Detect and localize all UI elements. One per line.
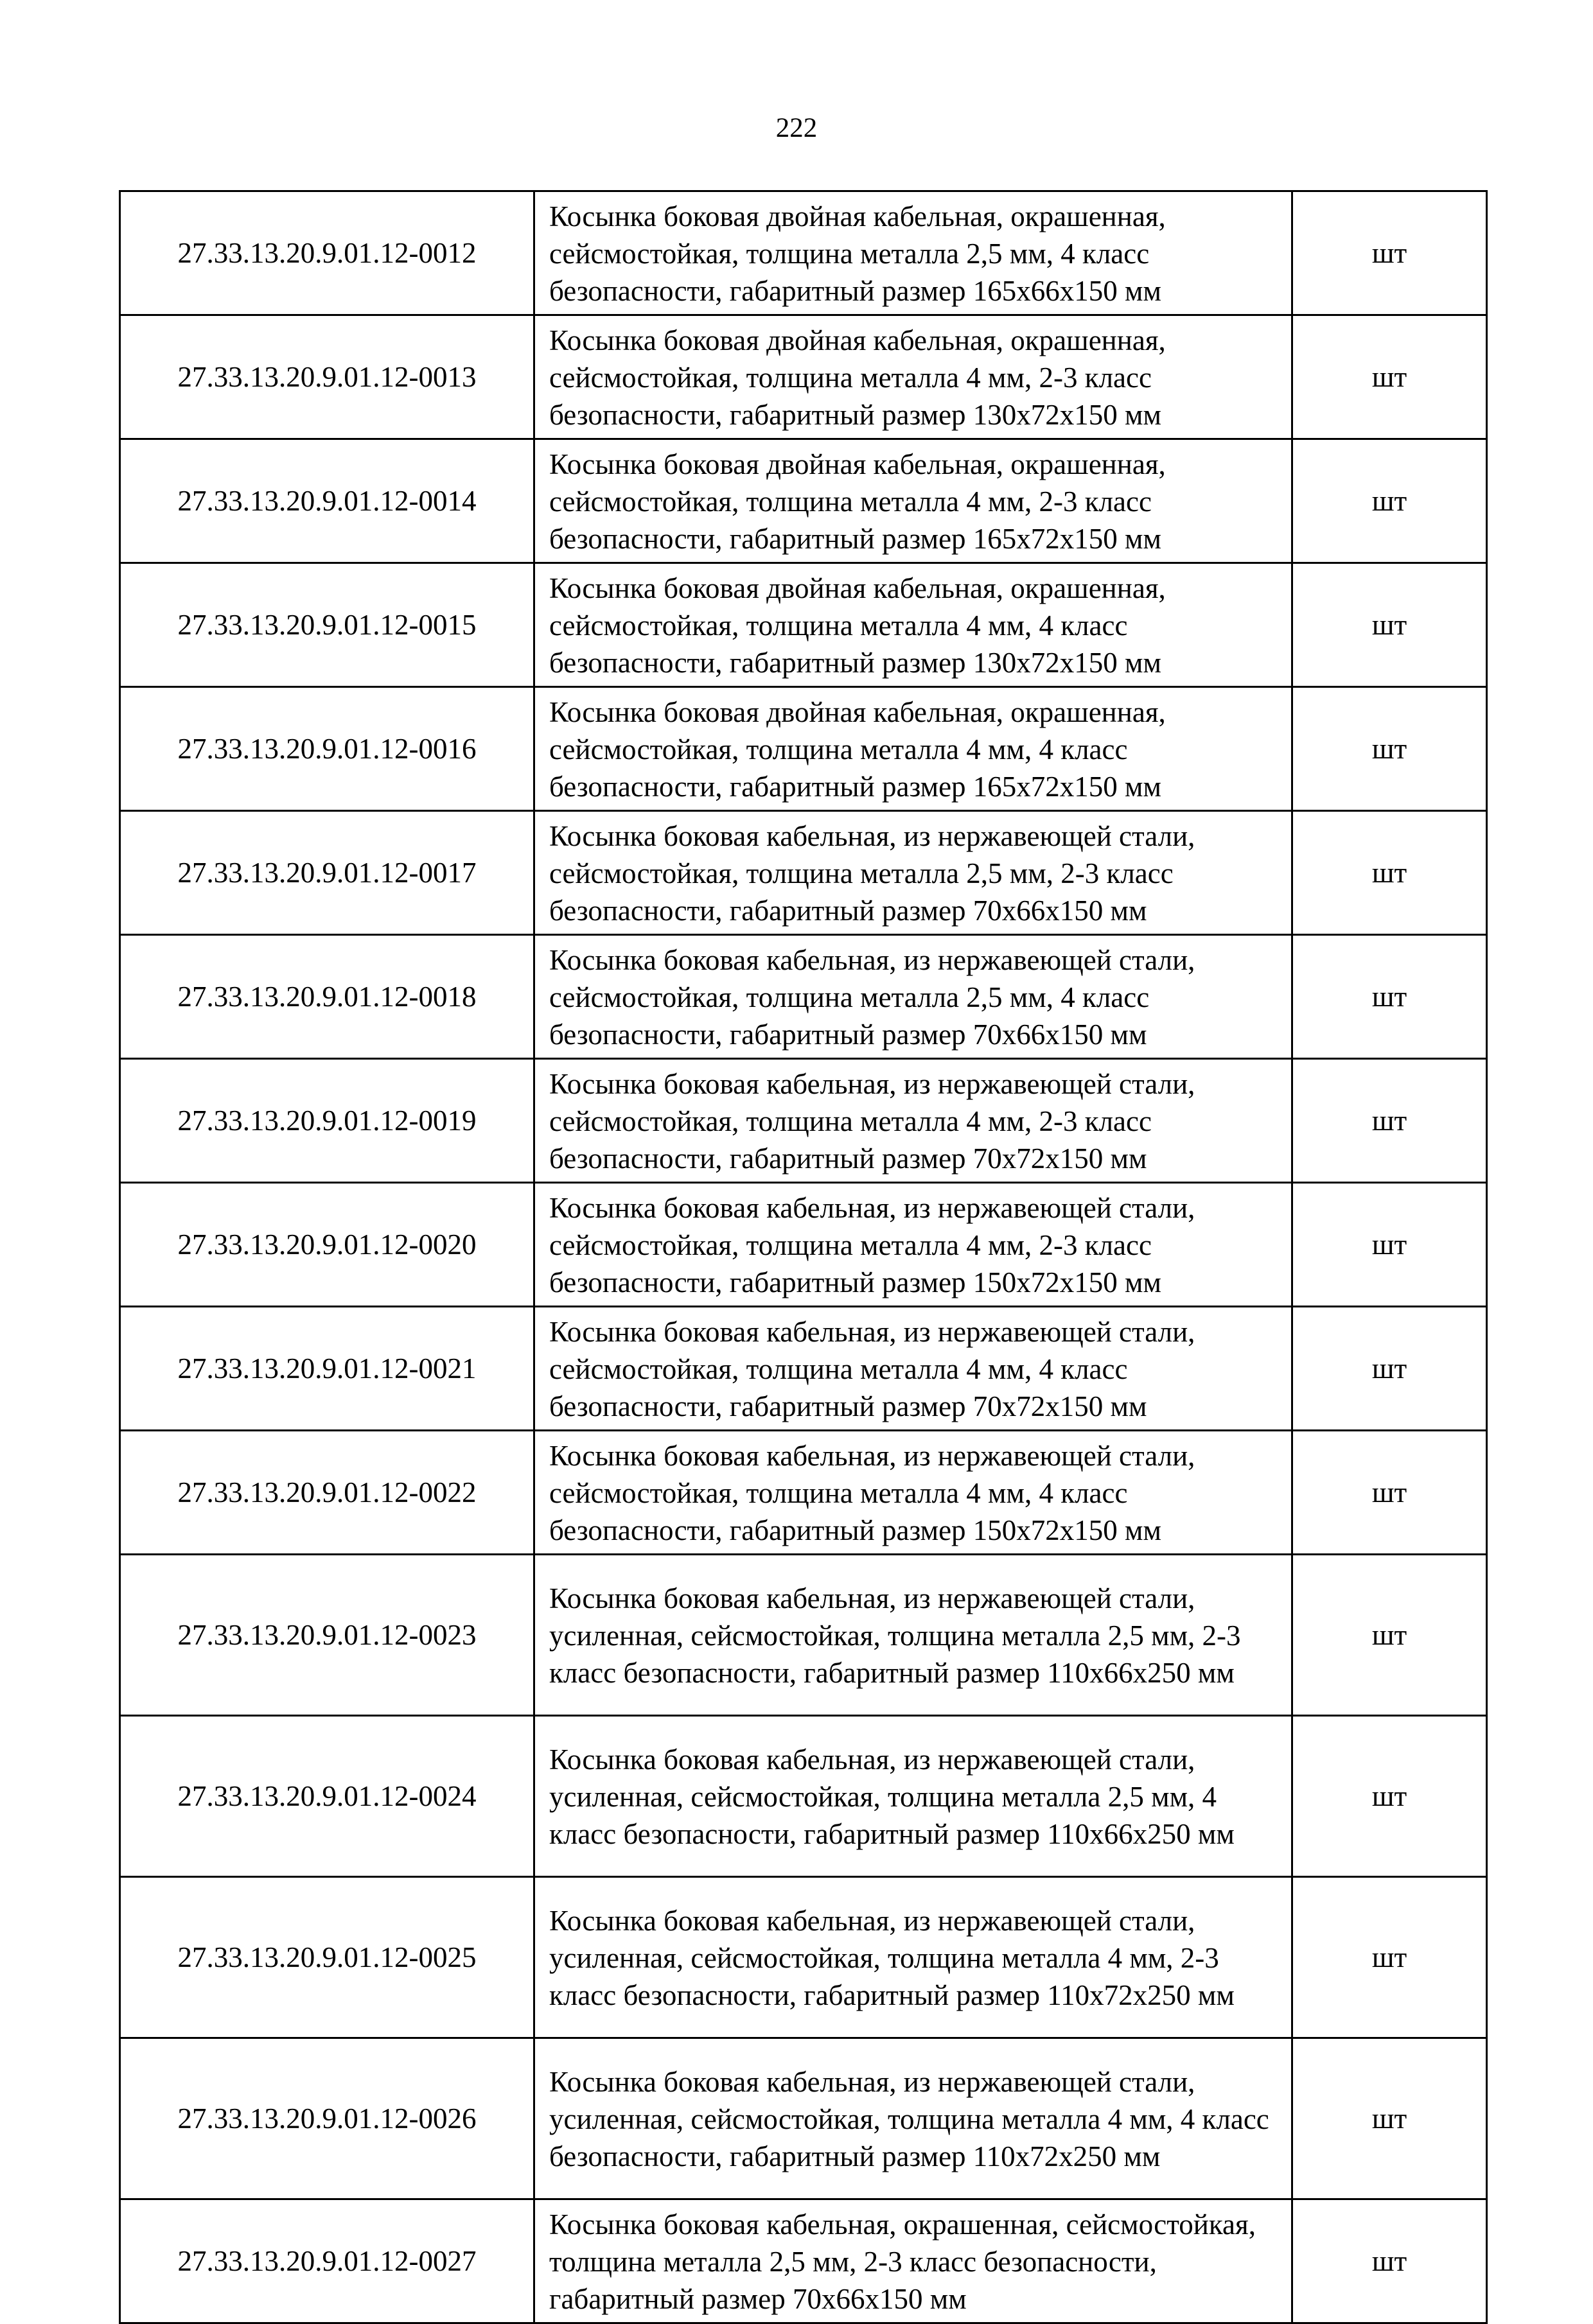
unit-of-measure: шт	[1292, 687, 1487, 811]
unit-of-measure: шт	[1292, 1555, 1487, 1716]
resource-description: Косынка боковая кабельная, из нержавеющей стали, усиленная, сейсмостойкая, толщина металла 2,5 мм, 4 класс безопасности, габаритный размер 110х66х250 мм	[534, 1716, 1292, 1877]
resource-description: Косынка боковая кабельная, из нержавеющей стали, сейсмостойкая, толщина металла 4 мм, 2-3 класс безопасности, габаритный размер 70х72х150 мм	[534, 1059, 1292, 1183]
resource-description: Косынка боковая двойная кабельная, окрашенная, сейсмостойкая, толщина металла 4 мм, 4 класс безопасности, габаритный размер 165х72х150 мм	[534, 687, 1292, 811]
resource-table	[119, 190, 1488, 2324]
table-row	[120, 811, 1487, 935]
resource-code: 27.33.13.20.9.01.12-0018	[120, 935, 534, 1059]
table-row	[120, 1059, 1487, 1183]
page-number: 222	[775, 113, 818, 143]
table-row	[120, 563, 1487, 687]
resource-code: 27.33.13.20.9.01.12-0027	[120, 2199, 534, 2323]
resource-code: 27.33.13.20.9.01.12-0025	[120, 1877, 534, 2038]
resource-code: 27.33.13.20.9.01.12-0017	[120, 811, 534, 935]
unit-of-measure: шт	[1292, 2199, 1487, 2323]
resource-code: 27.33.13.20.9.01.12-0023	[120, 1555, 534, 1716]
resource-description: Косынка боковая двойная кабельная, окрашенная, сейсмостойкая, толщина металла 4 мм, 2-3 класс безопасности, габаритный размер 165х72х150 мм	[534, 439, 1292, 563]
resource-code: 27.33.13.20.9.01.12-0026	[120, 2038, 534, 2199]
resource-description: Косынка боковая кабельная, из нержавеющей стали, сейсмостойкая, толщина металла 2,5 мм, 4 класс безопасности, габаритный размер 70х66х150 мм	[534, 935, 1292, 1059]
table-row	[120, 1555, 1487, 1716]
table-row	[120, 1183, 1487, 1307]
resource-code: 27.33.13.20.9.01.12-0019	[120, 1059, 534, 1183]
unit-of-measure: шт	[1292, 191, 1487, 315]
table-row	[120, 439, 1487, 563]
unit-of-measure: шт	[1292, 1307, 1487, 1431]
unit-of-measure: шт	[1292, 811, 1487, 935]
resource-code: 27.33.13.20.9.01.12-0012	[120, 191, 534, 315]
table-row	[120, 315, 1487, 439]
table-row	[120, 1877, 1487, 2038]
resource-description: Косынка боковая кабельная, окрашенная, сейсмостойкая, толщина металла 2,5 мм, 2-3 класс безопасности, габаритный размер 70х66х150 мм	[534, 2199, 1292, 2323]
resource-code: 27.33.13.20.9.01.12-0021	[120, 1307, 534, 1431]
resource-code: 27.33.13.20.9.01.12-0016	[120, 687, 534, 811]
resource-description: Косынка боковая кабельная, из нержавеющей стали, сейсмостойкая, толщина металла 2,5 мм, 2-3 класс безопасности, габаритный размер 70х66х150 мм	[534, 811, 1292, 935]
resource-code: 27.33.13.20.9.01.12-0020	[120, 1183, 534, 1307]
table-row	[120, 191, 1487, 315]
unit-of-measure: шт	[1292, 439, 1487, 563]
table-row	[120, 1431, 1487, 1555]
resource-description: Косынка боковая двойная кабельная, окрашенная, сейсмостойкая, толщина металла 4 мм, 4 класс безопасности, габаритный размер 130х72х150 мм	[534, 563, 1292, 687]
resource-description: Косынка боковая кабельная, из нержавеющей стали, усиленная, сейсмостойкая, толщина металла 4 мм, 4 класс безопасности, габаритный размер 110х72х250 мм	[534, 2038, 1292, 2199]
unit-of-measure: шт	[1292, 935, 1487, 1059]
resource-description: Косынка боковая кабельная, из нержавеющей стали, усиленная, сейсмостойкая, толщина металла 4 мм, 2-3 класс безопасности, габаритный размер 110х72х250 мм	[534, 1877, 1292, 2038]
unit-of-measure: шт	[1292, 563, 1487, 687]
resource-code: 27.33.13.20.9.01.12-0024	[120, 1716, 534, 1877]
unit-of-measure: шт	[1292, 1431, 1487, 1555]
unit-of-measure: шт	[1292, 1059, 1487, 1183]
table-row	[120, 935, 1487, 1059]
unit-of-measure: шт	[1292, 1716, 1487, 1877]
table-row	[120, 1716, 1487, 1877]
table-row	[120, 1307, 1487, 1431]
table-row	[120, 2038, 1487, 2199]
unit-of-measure: шт	[1292, 315, 1487, 439]
resource-description: Косынка боковая двойная кабельная, окрашенная, сейсмостойкая, толщина металла 4 мм, 2-3 класс безопасности, габаритный размер 130х72х150 мм	[534, 315, 1292, 439]
resource-description: Косынка боковая кабельная, из нержавеющей стали, сейсмостойкая, толщина металла 4 мм, 4 класс безопасности, габаритный размер 150х72х150 мм	[534, 1431, 1292, 1555]
unit-of-measure: шт	[1292, 2038, 1487, 2199]
resource-code: 27.33.13.20.9.01.12-0013	[120, 315, 534, 439]
resource-code: 27.33.13.20.9.01.12-0015	[120, 563, 534, 687]
resource-description: Косынка боковая кабельная, из нержавеющей стали, усиленная, сейсмостойкая, толщина металла 2,5 мм, 2-3 класс безопасности, габаритный размер 110х66х250 мм	[534, 1555, 1292, 1716]
table-row	[120, 687, 1487, 811]
resource-code: 27.33.13.20.9.01.12-0022	[120, 1431, 534, 1555]
table-row	[120, 2199, 1487, 2323]
resource-code: 27.33.13.20.9.01.12-0014	[120, 439, 534, 563]
unit-of-measure: шт	[1292, 1877, 1487, 2038]
unit-of-measure: шт	[1292, 1183, 1487, 1307]
resource-description: Косынка боковая двойная кабельная, окрашенная, сейсмостойкая, толщина металла 2,5 мм, 4 класс безопасности, габаритный размер 165х66х150 мм	[534, 191, 1292, 315]
resource-description: Косынка боковая кабельная, из нержавеющей стали, сейсмостойкая, толщина металла 4 мм, 4 класс безопасности, габаритный размер 70х72х150 мм	[534, 1307, 1292, 1431]
resource-description: Косынка боковая кабельная, из нержавеющей стали, сейсмостойкая, толщина металла 4 мм, 2-3 класс безопасности, габаритный размер 150х72х150 мм	[534, 1183, 1292, 1307]
